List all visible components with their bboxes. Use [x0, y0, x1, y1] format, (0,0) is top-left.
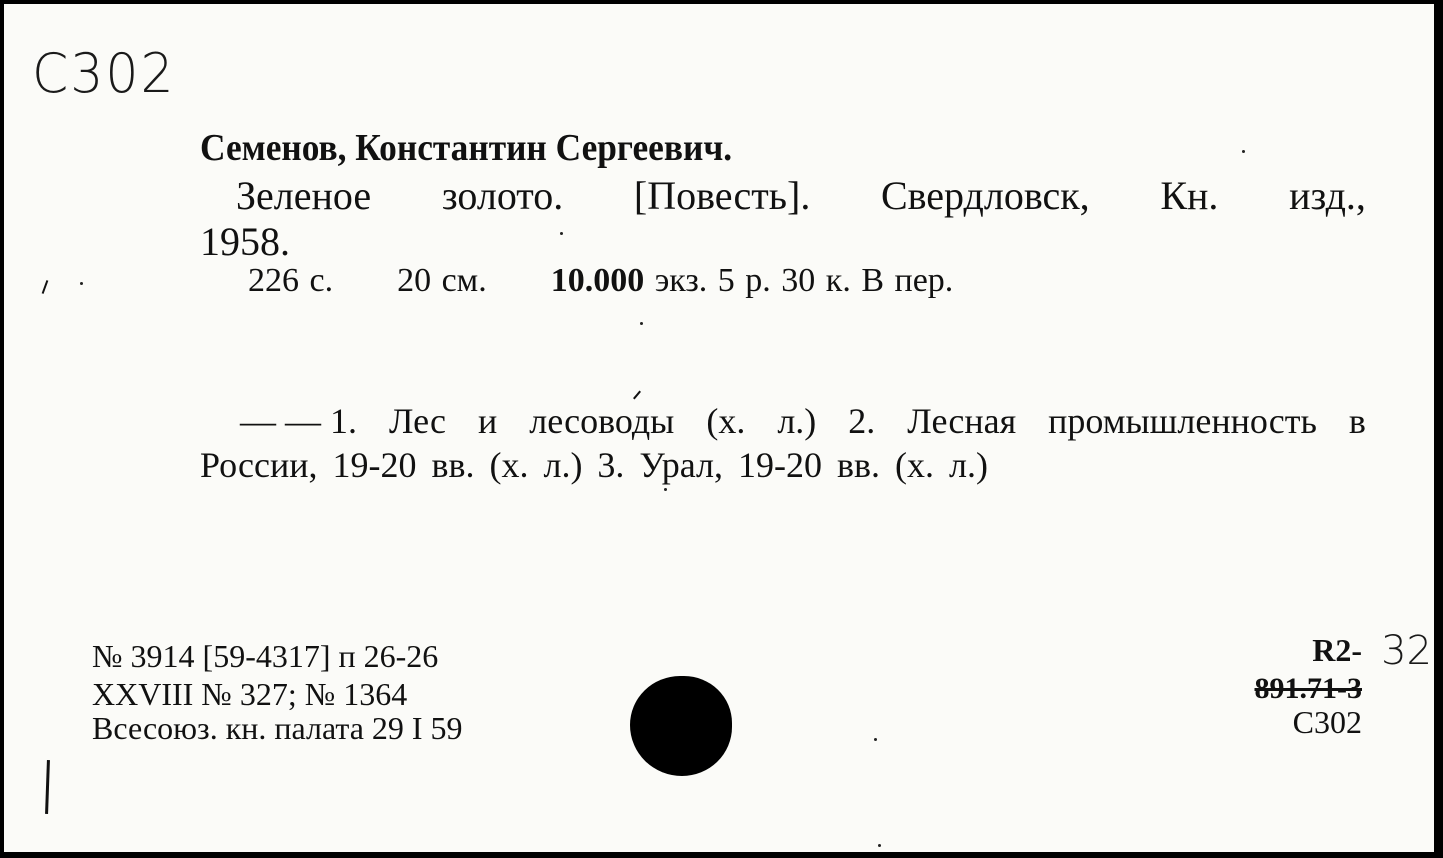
pen-tick — [633, 391, 641, 400]
registration-line: Всесоюз. кн. палата 29 I 59 — [92, 710, 463, 746]
title-word: [Повесть]. — [633, 173, 811, 218]
author-heading: Семенов, Константин Сергеевич. — [200, 127, 733, 169]
punch-hole — [630, 676, 732, 776]
speck — [664, 488, 667, 491]
subject-word: — — 1. — [240, 401, 357, 441]
pen-stroke — [45, 760, 50, 814]
shelf-code: R2- — [1312, 632, 1362, 668]
speck — [1242, 150, 1245, 153]
title-word: Зеленое — [236, 173, 372, 218]
subject-word: в — [1348, 401, 1366, 441]
subject-headings-line-1 — [240, 400, 1366, 442]
subject-word: (х. — [706, 401, 746, 441]
publisher-word: Кн. — [1160, 173, 1219, 218]
subject-word: Лес — [389, 401, 447, 441]
shelf-call-number: С302 — [1292, 704, 1362, 740]
pen-tick — [42, 280, 49, 294]
subject-word: промышленность — [1048, 401, 1317, 441]
title-line — [236, 172, 1366, 219]
catalog-card — [4, 4, 1434, 852]
print-run: 10.000 — [550, 262, 645, 299]
price-binding: экз. 5 р. 30 к. В пер. — [654, 262, 954, 299]
registration-line: № 3914 [59-4317] п 26-26 — [92, 638, 439, 674]
page-count: 226 с. — [248, 262, 334, 299]
publication-year: 1958. — [200, 219, 290, 264]
subject-word: л.) — [777, 401, 817, 441]
physical-description — [248, 262, 953, 300]
publisher-word: изд., — [1289, 173, 1366, 218]
speck — [80, 282, 83, 285]
handwritten-shelf-number: 32 — [1381, 628, 1432, 674]
subject-word: Лесная — [907, 401, 1017, 441]
crossed-classification: 891.71-3 — [1254, 672, 1362, 705]
speck — [878, 844, 881, 847]
book-size: 20 см. — [397, 262, 487, 299]
subject-word: лесоводы — [529, 401, 675, 441]
subject-word: и — [478, 401, 498, 441]
speck — [560, 232, 563, 235]
registration-line: XXVIII № 327; № 1364 — [92, 676, 408, 712]
title-word: золото. — [441, 173, 564, 218]
subject-word: 2. — [848, 401, 876, 441]
handwritten-call-number: С302 — [32, 42, 176, 106]
subject-headings-line-2: России, 19-20 вв. (х. л.) 3. Урал, 19-20 вв. (х. л.) — [200, 445, 988, 485]
speck — [640, 322, 643, 325]
speck — [874, 738, 877, 741]
publisher-place: Свердловск, — [880, 173, 1090, 218]
